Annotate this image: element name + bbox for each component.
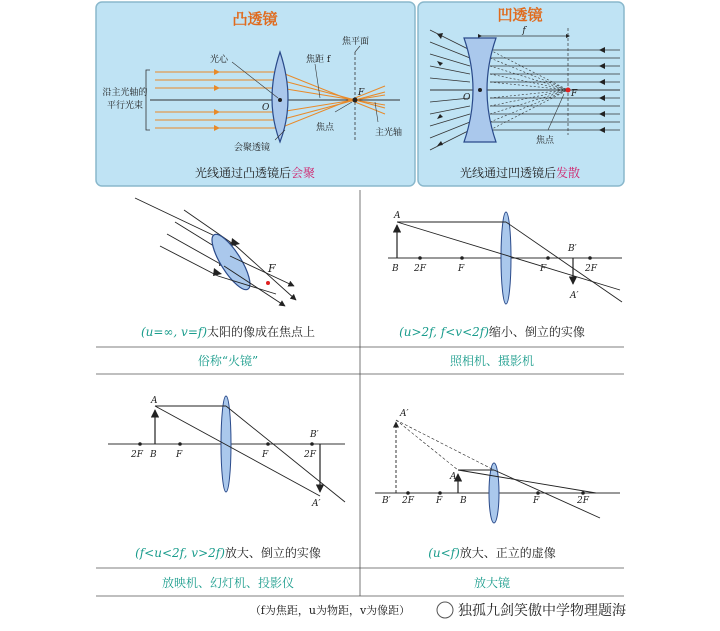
concave-O-label: O bbox=[463, 93, 471, 103]
sun-lens-shape bbox=[206, 230, 257, 295]
cases-grid bbox=[96, 190, 624, 596]
case-sun-diagram bbox=[135, 198, 296, 306]
projector-rays bbox=[155, 406, 345, 502]
convex-focus-label: 焦点 bbox=[315, 123, 335, 133]
magnifier-A-img-label: A′ bbox=[400, 409, 409, 419]
case-camera-application: 照相机、摄影机 bbox=[449, 354, 535, 368]
projector-2F-right-label: 2F bbox=[304, 450, 316, 460]
case-camera-caption: (u>2f, f<v<2f)缩小、倒立的实像 bbox=[399, 325, 585, 339]
convex-focus-dot bbox=[353, 98, 358, 103]
projector-lens bbox=[221, 396, 231, 492]
concave-lens-panel bbox=[418, 2, 624, 186]
focal-length-label: 焦距 f bbox=[306, 55, 331, 65]
convex-title: 凸透镜 bbox=[232, 10, 278, 28]
projector-F-right-label: F bbox=[262, 450, 269, 460]
concave-title: 凹透镜 bbox=[497, 6, 543, 24]
concave-focus-dot bbox=[566, 88, 571, 93]
concave-F-label: F bbox=[571, 89, 578, 99]
projector-B-label: B bbox=[150, 450, 157, 460]
camera-A-label: A bbox=[394, 211, 401, 221]
camera-2F-right-label: 2F bbox=[585, 264, 597, 274]
concave-optical-center-dot bbox=[478, 88, 482, 92]
case-sun-caption: (u=∞, v=f)太阳的像成在焦点上 bbox=[140, 325, 316, 339]
camera-B-label: B bbox=[392, 264, 399, 274]
magnifier-A-label: A bbox=[450, 472, 457, 482]
magnifier-B-label: B bbox=[460, 496, 467, 506]
camera-F-left-label: F bbox=[458, 264, 465, 274]
parallel-beam-label-2: 平行光束 bbox=[106, 101, 144, 111]
focal-plane-label: 焦平面 bbox=[342, 37, 370, 47]
magnifier-2F-right-label: 2F bbox=[577, 496, 589, 506]
magnifier-F-left-label: F bbox=[436, 496, 443, 506]
case-projector-application: 放映机、幻灯机、投影仪 bbox=[161, 576, 295, 590]
convex-F-label: F bbox=[358, 88, 365, 98]
concave-focus-label: 焦点 bbox=[535, 136, 555, 146]
projector-F-left-label: F bbox=[176, 450, 183, 460]
camera-A-img-label: A′ bbox=[570, 291, 579, 301]
footnote: （f为焦距，u为物距，v为像距） bbox=[249, 604, 411, 617]
case-magnifier-caption: (u<f)放大、正立的虚像 bbox=[428, 546, 556, 560]
watermark bbox=[437, 602, 626, 619]
optical-center-label: 光心 bbox=[209, 55, 228, 65]
magnifier-F-right-label: F bbox=[533, 496, 540, 506]
camera-B-img-label: B′ bbox=[568, 244, 577, 254]
case-projector-caption: (f<u<2f, v>2f)放大、倒立的实像 bbox=[135, 546, 321, 560]
concave-f-label: f bbox=[522, 26, 526, 36]
magnifier-B-img-label: B′ bbox=[382, 496, 391, 506]
concave-caption: 光线通过凹透镜后发散 bbox=[459, 166, 581, 180]
camera-2F-left-label: 2F bbox=[414, 264, 426, 274]
case-camera-diagram bbox=[388, 211, 622, 304]
projector-A-img-label: A′ bbox=[312, 499, 321, 509]
projector-2F-left-label: 2F bbox=[131, 450, 143, 460]
convex-O-label: O bbox=[262, 103, 270, 113]
projector-A-label: A bbox=[151, 396, 158, 406]
case-magnifier-diagram bbox=[375, 409, 620, 523]
converging-lens-label: 会聚透镜 bbox=[233, 143, 271, 153]
sun-F-label: F bbox=[268, 262, 276, 275]
camera-F-right-label: F bbox=[540, 264, 547, 274]
main-axis-label: 主光轴 bbox=[375, 128, 403, 138]
case-magnifier-application: 放大镜 bbox=[473, 576, 511, 590]
watermark-logo-icon bbox=[437, 602, 453, 618]
case-sun-application: 俗称“火镜” bbox=[197, 354, 259, 368]
concave-panel-bg bbox=[418, 2, 624, 186]
convex-optical-center-dot bbox=[278, 98, 282, 102]
convex-caption: 光线通过凸透镜后会聚 bbox=[194, 166, 316, 180]
magnifier-virtual-rays bbox=[396, 420, 494, 470]
projector-B-img-label: B′ bbox=[310, 430, 319, 440]
camera-lens bbox=[501, 212, 511, 304]
case-projector-diagram bbox=[108, 396, 345, 509]
watermark-text: 独孤九剑笑傲中学物理题海 bbox=[458, 603, 626, 619]
magnifier-rays bbox=[458, 470, 600, 518]
parallel-beam-label-1: 沿主光轴的 bbox=[102, 88, 148, 98]
convex-lens-panel bbox=[96, 2, 415, 186]
magnifier-2F-left-label: 2F bbox=[402, 496, 414, 506]
sun-focus-dot bbox=[266, 281, 270, 285]
